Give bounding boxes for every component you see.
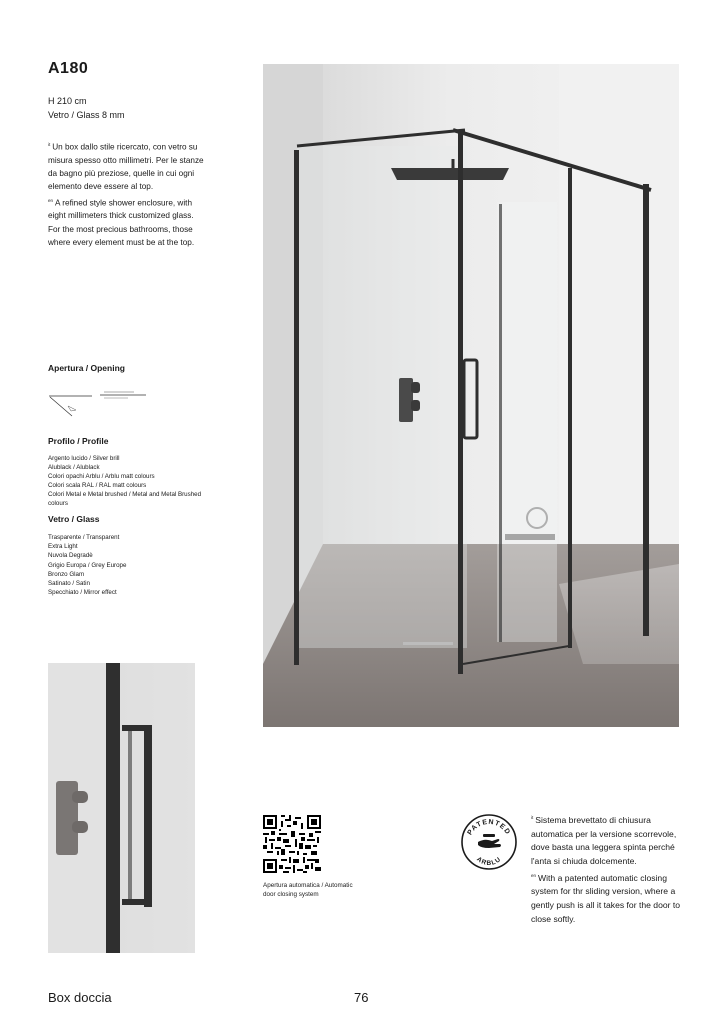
qr-code[interactable]: [263, 815, 321, 873]
list-item: Specchiato / Mirror effect: [48, 589, 117, 597]
height-spec: H 210 cm: [48, 96, 87, 106]
list-item: Nuvola Degradè: [48, 552, 93, 560]
opening-diagram-icon: [48, 386, 148, 420]
product-specs: [48, 94, 125, 122]
opening-title: Apertura / Opening: [48, 363, 125, 373]
list-item: Argento lucido / Silver brill: [48, 455, 120, 462]
list-item: Colori scala RAL / RAL matt colours: [48, 481, 147, 489]
page-number: 76: [354, 990, 369, 1005]
badge-top-text: PATENTED: [466, 818, 512, 837]
list-item: Grigio Europa / Grey Europe: [48, 561, 127, 569]
product-title: A180: [48, 60, 89, 77]
description-english: $^{en}$ A refined style shower enclosure, with eight millimeters thick customized glass. For the most precious bathrooms, those where every element must be at the top.: [48, 197, 195, 247]
automatic-italian: $^{it}$ Sistema brevettato di chiusura automatica per la versione scorrevole, dove basta una leggera spinta perché l'anta si chiuda dolcemente.: [531, 814, 677, 866]
product-description: [48, 138, 208, 249]
svg-text:PATENTED: [467, 819, 512, 837]
profile-list: [48, 455, 208, 508]
list-item: Colori opachi Arblu / Arblu matt colours: [48, 472, 155, 480]
automatic-closing-description: [531, 811, 691, 926]
glass-title: Vetro / Glass: [48, 514, 100, 524]
badge-bottom-text: ARBLU: [475, 855, 503, 868]
svg-text:ARBLU: [475, 856, 503, 867]
lang-tag-en: en: [48, 197, 54, 203]
lang-tag-it: it: [48, 142, 51, 147]
list-item: Bronzo Glam: [48, 570, 85, 578]
lang-tag-it: it: [531, 815, 534, 820]
shower-enclosure-photo: [263, 64, 679, 727]
hand-push-icon: [478, 834, 501, 848]
automatic-english: $^{en}$ With a patented automatic closing system for thr sliding version, where a gently push is all it takes for the door to close softly.: [531, 872, 681, 924]
list-item: Trasparente / Transparent: [48, 534, 120, 541]
lang-tag-en: en: [531, 872, 537, 878]
list-item: Alublack / Alublack: [48, 463, 100, 471]
footer-section-title: Box doccia: [48, 990, 112, 1005]
qr-caption: Apertura automatica / Automatic door closing system: [263, 882, 353, 898]
handle-detail-photo: [48, 663, 195, 953]
list-item: Satinato / Satin: [48, 580, 90, 588]
glass-spec: Vetro / Glass 8 mm: [48, 110, 125, 120]
description-italian: $^{it}$ Un box dallo stile ricercato, con vetro su misura spesso otto millimetri. Per le stanze da bagno più preziose, quelle in cui ogni elemento deve essere al top.: [48, 142, 204, 192]
profile-title: Profilo / Profile: [48, 436, 109, 446]
patented-badge-icon: [459, 812, 519, 872]
glass-list: [48, 533, 208, 597]
list-item: Extra Light: [48, 543, 78, 551]
list-item: Colori Metal e Metal brushed / Metal and Metal Brushed colours: [48, 490, 202, 507]
